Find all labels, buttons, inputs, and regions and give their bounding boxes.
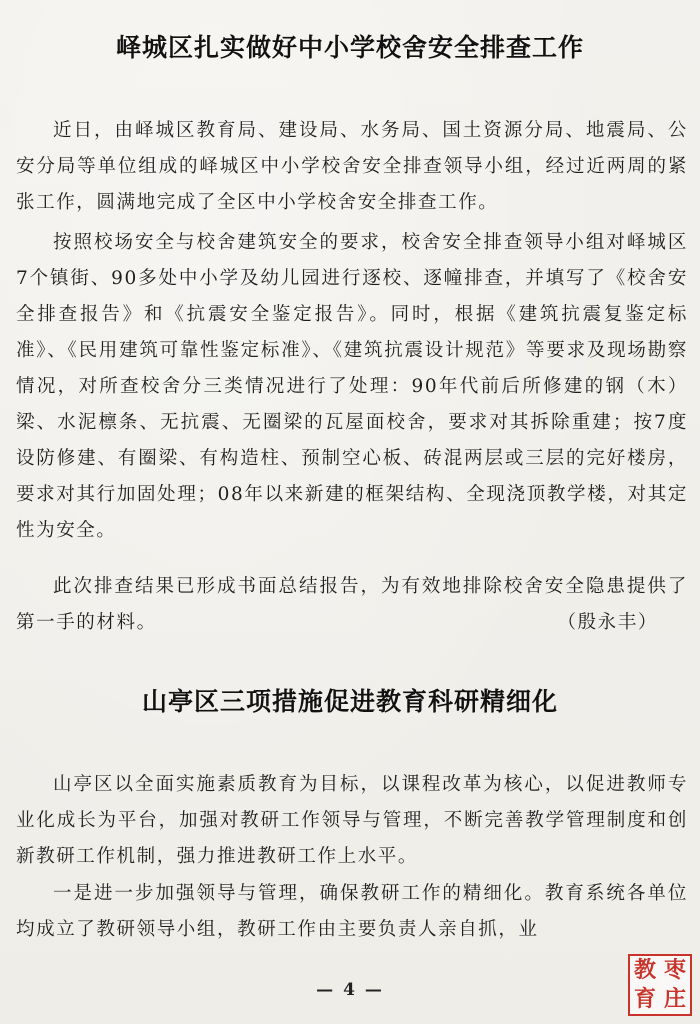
stamp-char: 枣 xyxy=(663,957,686,983)
article-1-paragraph-3: 此次排查结果已形成书面总结报告，为有效地排除校舍安全隐患提供了第一手的材料。 xyxy=(16,576,688,633)
stamp-char: 教 xyxy=(633,957,656,983)
article-2-paragraph-2: 一是进一步加强领导与管理，确保教研工作的精细化。教育系统各单位均成立了教研领导小组，教研工作由主要负责人亲自抓，业 xyxy=(16,883,688,940)
stamp-char: 育 xyxy=(633,986,656,1012)
seal-stamp-icon xyxy=(628,954,692,1016)
article-1-paragraph-1: 近日，由峄城区教育局、建设局、水务局、国土资源分局、地震局、公安分局等单位组成的峄城区中小学校舍安全排查领导小组，经过近两周的紧张工作，圆满地完成了全区中小学校舍安全排查工作。 xyxy=(16,120,688,213)
page-number: — 4 — xyxy=(316,980,384,1000)
article-1-title: 峄城区扎实做好中小学校舍安全排查工作 xyxy=(115,33,584,62)
article-2-paragraph-1: 山亭区以全面实施素质教育为目标，以课程改革为核心，以促进教师专业化成长为平台，加强对教研工作领导与管理，不断完善教学管理制度和创新教研工作机制，强力推进教研工作上水平。 xyxy=(16,774,688,867)
stamp-char: 庄 xyxy=(663,986,686,1012)
article-1-author: （殷永丰） xyxy=(557,612,658,633)
article-1-paragraph-2: 按照校场安全与校舍建筑安全的要求，校舍安全排查领导小组对峄城区7个镇街、90多处中小学及幼儿园进行逐校、逐幢排查，并填写了《校舍安全排查报告》和《抗震安全鉴定报告》。同时，根据《建筑抗震复鉴定标准》、《民用建筑可靠性鉴定标准》、《建筑抗震设计规范》等要求及现场勘察情况，对所查校舍分三类情况进行了处理：90年代前后所修建的钢（木）梁、水泥檩条、无抗震、无圈梁的瓦屋面校舍，要求对其拆除重建；按7度设防修建、有圈梁、有构造柱、预制空心板、砖混两层或三层的完好楼房，要求对其行加固处理；08年以来新建的框架结构、全现浇顶教学楼，对其定性为安全。 xyxy=(16,232,688,541)
article-2-title: 山亭区三项措施促进教育科研精细化 xyxy=(141,687,558,716)
